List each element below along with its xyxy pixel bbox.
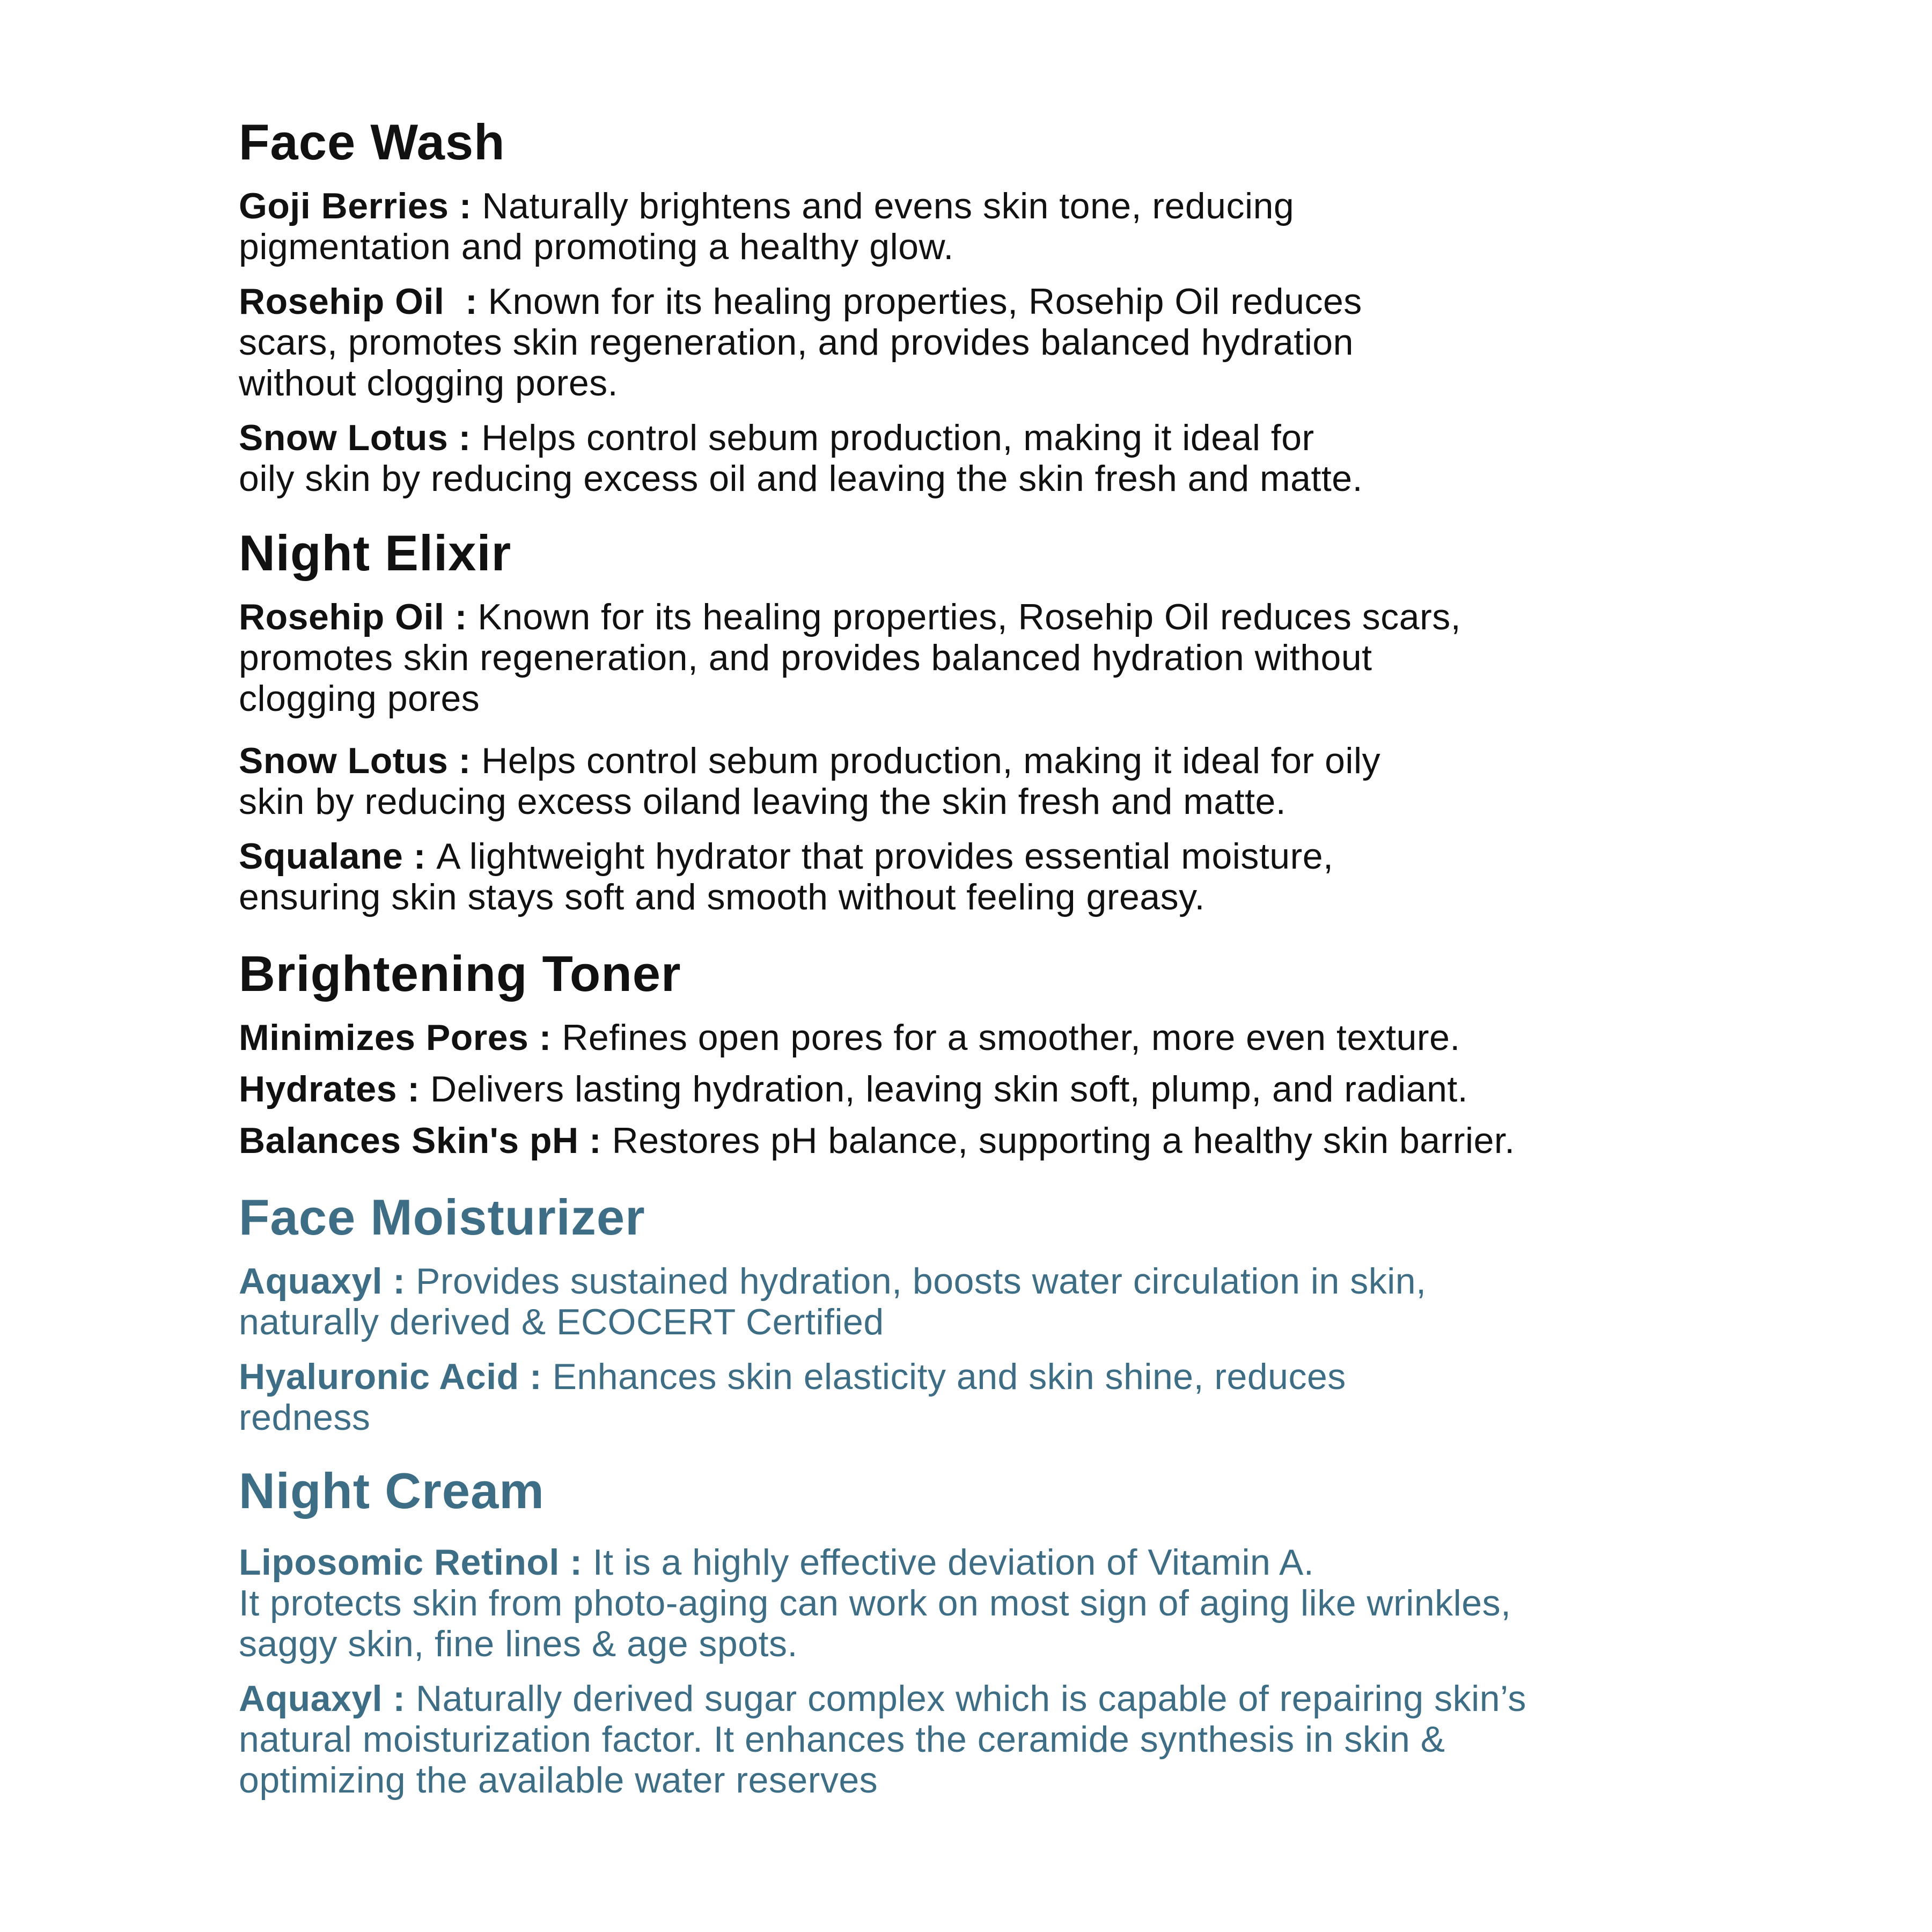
- section-night-cream: [239, 1461, 1741, 1801]
- ingredient-text: redness: [239, 1397, 371, 1438]
- ingredient-text: optimizing the available water reserves: [239, 1760, 878, 1801]
- ingredients-document: [239, 113, 1741, 1815]
- ingredient-item: [239, 836, 1741, 917]
- ingredient-text: saggy skin, fine lines & age spots.: [239, 1624, 798, 1664]
- ingredient-text: natural moisturization factor. It enhances the ceramide synthesis in skin &: [239, 1719, 1445, 1760]
- ingredient-text: It is a highly effective deviation of Vitamin A.: [592, 1542, 1314, 1583]
- ingredient-text: Enhances skin elasticity and skin shine, reduces: [552, 1356, 1346, 1397]
- ingredient-text: Refines open pores for a smoother, more even texture.: [562, 1017, 1460, 1058]
- ingredient-text: naturally derived & ECOCERT Certified: [239, 1302, 884, 1342]
- ingredient-label: Minimizes Pores :: [239, 1017, 562, 1058]
- ingredient-text: Helps control sebum production, making it ideal for: [481, 417, 1314, 458]
- ingredient-label: Liposomic Retinol :: [239, 1542, 593, 1583]
- section-title: Face Wash: [239, 114, 505, 170]
- ingredient-text: without clogging pores.: [239, 363, 619, 403]
- ingredient-line: [239, 1069, 1741, 1110]
- ingredient-text: Provides sustained hydration, boosts water circulation in skin,: [415, 1261, 1427, 1302]
- ingredient-text: Naturally derived sugar complex which is capable of repairing skin’s: [415, 1678, 1526, 1719]
- ingredient-label: Squalane :: [239, 836, 437, 877]
- ingredient-text: Delivers lasting hydration, leaving skin soft, plump, and radiant.: [430, 1069, 1468, 1110]
- ingredient-line: [239, 1017, 1741, 1058]
- section-title: Face Moisturizer: [239, 1189, 645, 1245]
- ingredient-text: pigmentation and promoting a healthy glow.: [239, 226, 954, 267]
- ingredient-line: [239, 1261, 1741, 1302]
- ingredient-item: [239, 281, 1741, 403]
- ingredient-line: [239, 1678, 1741, 1719]
- ingredient-text: promotes skin regeneration, and provides balanced hydration without: [239, 637, 1372, 678]
- ingredient-item: [239, 1542, 1741, 1664]
- section-title: Brightening Toner: [239, 945, 681, 1002]
- ingredient-text: clogging pores: [239, 678, 480, 719]
- ingredient-item: [239, 1120, 1741, 1161]
- ingredient-item: [239, 186, 1741, 267]
- ingredient-text: It protects skin from photo-aging can work on most sign of aging like wrinkles,: [239, 1583, 1511, 1624]
- ingredient-text: scars, promotes skin regeneration, and provides balanced hydration: [239, 322, 1354, 363]
- ingredient-label: Hydrates :: [239, 1069, 430, 1110]
- ingredient-line: [239, 417, 1741, 458]
- ingredient-item: [239, 1356, 1741, 1438]
- ingredient-label: Snow Lotus :: [239, 417, 482, 458]
- ingredient-line: [239, 186, 1741, 226]
- section-brightening-toner: [239, 944, 1741, 1161]
- ingredient-label: Rosehip Oil :: [239, 597, 478, 637]
- ingredient-line: [239, 740, 1741, 781]
- section-face-wash: [239, 113, 1741, 499]
- ingredient-line: [239, 1542, 1741, 1583]
- ingredient-text: ensuring skin stays soft and smooth without feeling greasy.: [239, 877, 1205, 917]
- ingredient-line: [239, 1120, 1741, 1161]
- ingredient-text: Known for its healing properties, Rosehip Oil reduces scars,: [478, 597, 1461, 637]
- ingredient-text: A lightweight hydrator that provides essential moisture,: [436, 836, 1334, 877]
- ingredient-label: Goji Berries :: [239, 186, 482, 226]
- ingredient-item: [239, 1069, 1741, 1110]
- ingredient-item: [239, 597, 1741, 719]
- ingredient-label: Rosehip Oil :: [239, 281, 488, 322]
- section-face-moisturizer: [239, 1188, 1741, 1438]
- ingredient-text: Known for its healing properties, Rosehip Oil reduces: [488, 281, 1362, 322]
- ingredient-label: Aquaxyl :: [239, 1261, 416, 1302]
- ingredient-label: Aquaxyl :: [239, 1678, 416, 1719]
- ingredient-text: Naturally brightens and evens skin tone, reducing: [482, 186, 1295, 226]
- ingredient-line: [239, 281, 1741, 322]
- ingredient-item: [239, 1261, 1741, 1342]
- ingredient-text: oily skin by reducing excess oil and leaving the skin fresh and matte.: [239, 458, 1363, 499]
- ingredient-label: Hyaluronic Acid :: [239, 1356, 553, 1397]
- section-title: Night Elixir: [239, 525, 512, 581]
- ingredient-label: Snow Lotus :: [239, 740, 482, 781]
- ingredient-item: [239, 1017, 1741, 1058]
- ingredient-item: [239, 1678, 1741, 1801]
- section-title: Night Cream: [239, 1463, 545, 1519]
- ingredient-label: Balances Skin's pH :: [239, 1120, 612, 1161]
- ingredient-line: [239, 597, 1741, 637]
- ingredient-text: Helps control sebum production, making it ideal for oily: [481, 740, 1381, 781]
- ingredient-line: [239, 1356, 1741, 1397]
- ingredient-text: Restores pH balance, supporting a healthy skin barrier.: [612, 1120, 1515, 1161]
- ingredient-item: [239, 417, 1741, 499]
- ingredient-line: [239, 836, 1741, 877]
- ingredient-item: [239, 740, 1741, 822]
- ingredient-text: skin by reducing excess oiland leaving the skin fresh and matte.: [239, 781, 1287, 822]
- section-night-elixir: [239, 524, 1741, 917]
